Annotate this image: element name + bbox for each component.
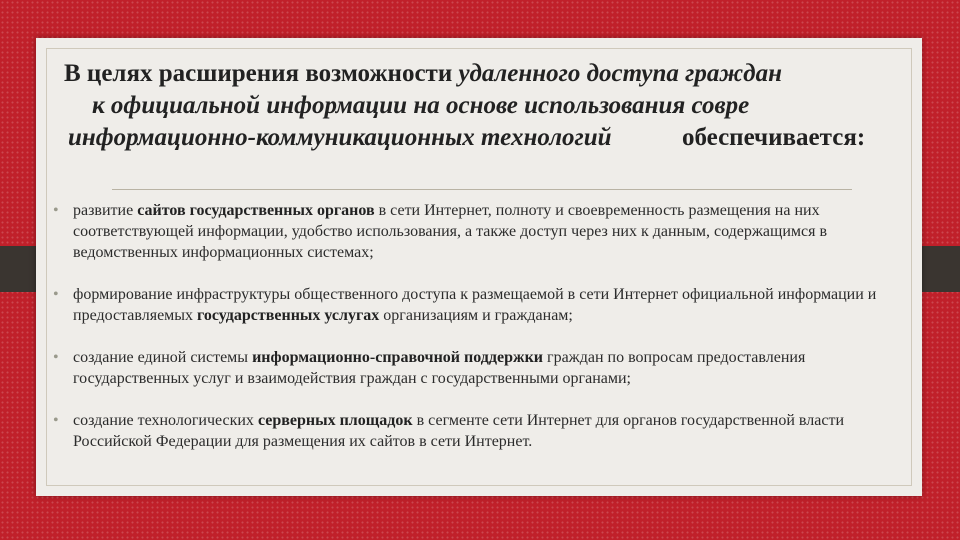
item-text: развитие [73, 202, 138, 219]
heading-line-1 [64, 58, 782, 90]
item-bold: государственных услугах [197, 307, 380, 324]
heading-line-3-italic: информационно-коммуникационных технологий [68, 124, 612, 151]
heading-divider [112, 189, 852, 190]
item-text: в сегменте сети Интернет для органов государственной власти Российской Федерации для размещения их сайтов в сети Интернет. [73, 412, 844, 450]
item-text: создание единой системы [73, 349, 253, 366]
item-bold: серверных площадок [257, 412, 413, 429]
slide-heading [0, 58, 960, 188]
list-item [53, 347, 923, 389]
heading-line-2-italic: к официальной информации на основе использования совре [92, 92, 750, 119]
heading-line-3 [68, 122, 612, 154]
heading-line-1-italic: удаленного доступа граждан [458, 60, 782, 87]
bullet-list [53, 200, 923, 473]
item-text: создание технологических [73, 412, 258, 429]
bullet-icon: • [53, 202, 59, 219]
bullet-icon: • [53, 412, 59, 429]
list-item [53, 200, 923, 263]
heading-line-2 [92, 90, 749, 122]
heading-line-3-overlap [682, 122, 865, 154]
bullet-icon: • [53, 286, 59, 303]
item-bold: сайтов государственных органов [137, 202, 375, 219]
item-text: граждан по вопросам предоставления государственных услуг и взаимодействия граждан с государственными органами; [73, 349, 806, 387]
list-item [53, 410, 923, 452]
bullet-icon: • [53, 349, 59, 366]
item-text: формирование инфраструктуры общественного доступа к размещаемой в сети Интернет официальной информации и предоставляемых [73, 286, 877, 324]
list-item [53, 284, 923, 326]
heading-line-1-plain: В целях расширения возможности [64, 60, 459, 87]
item-bold: информационно-справочной поддержки [252, 349, 543, 366]
item-text: в сети Интернет, полноту и своевременность размещения на них соответствующей информации, удобство использования, а также доступ через них к данным, содержащимся в ведомственных информационных системах; [73, 202, 828, 261]
item-text: организациям и гражданам; [379, 307, 573, 324]
heading-line-3-plain: обеспечивается: [682, 124, 866, 151]
